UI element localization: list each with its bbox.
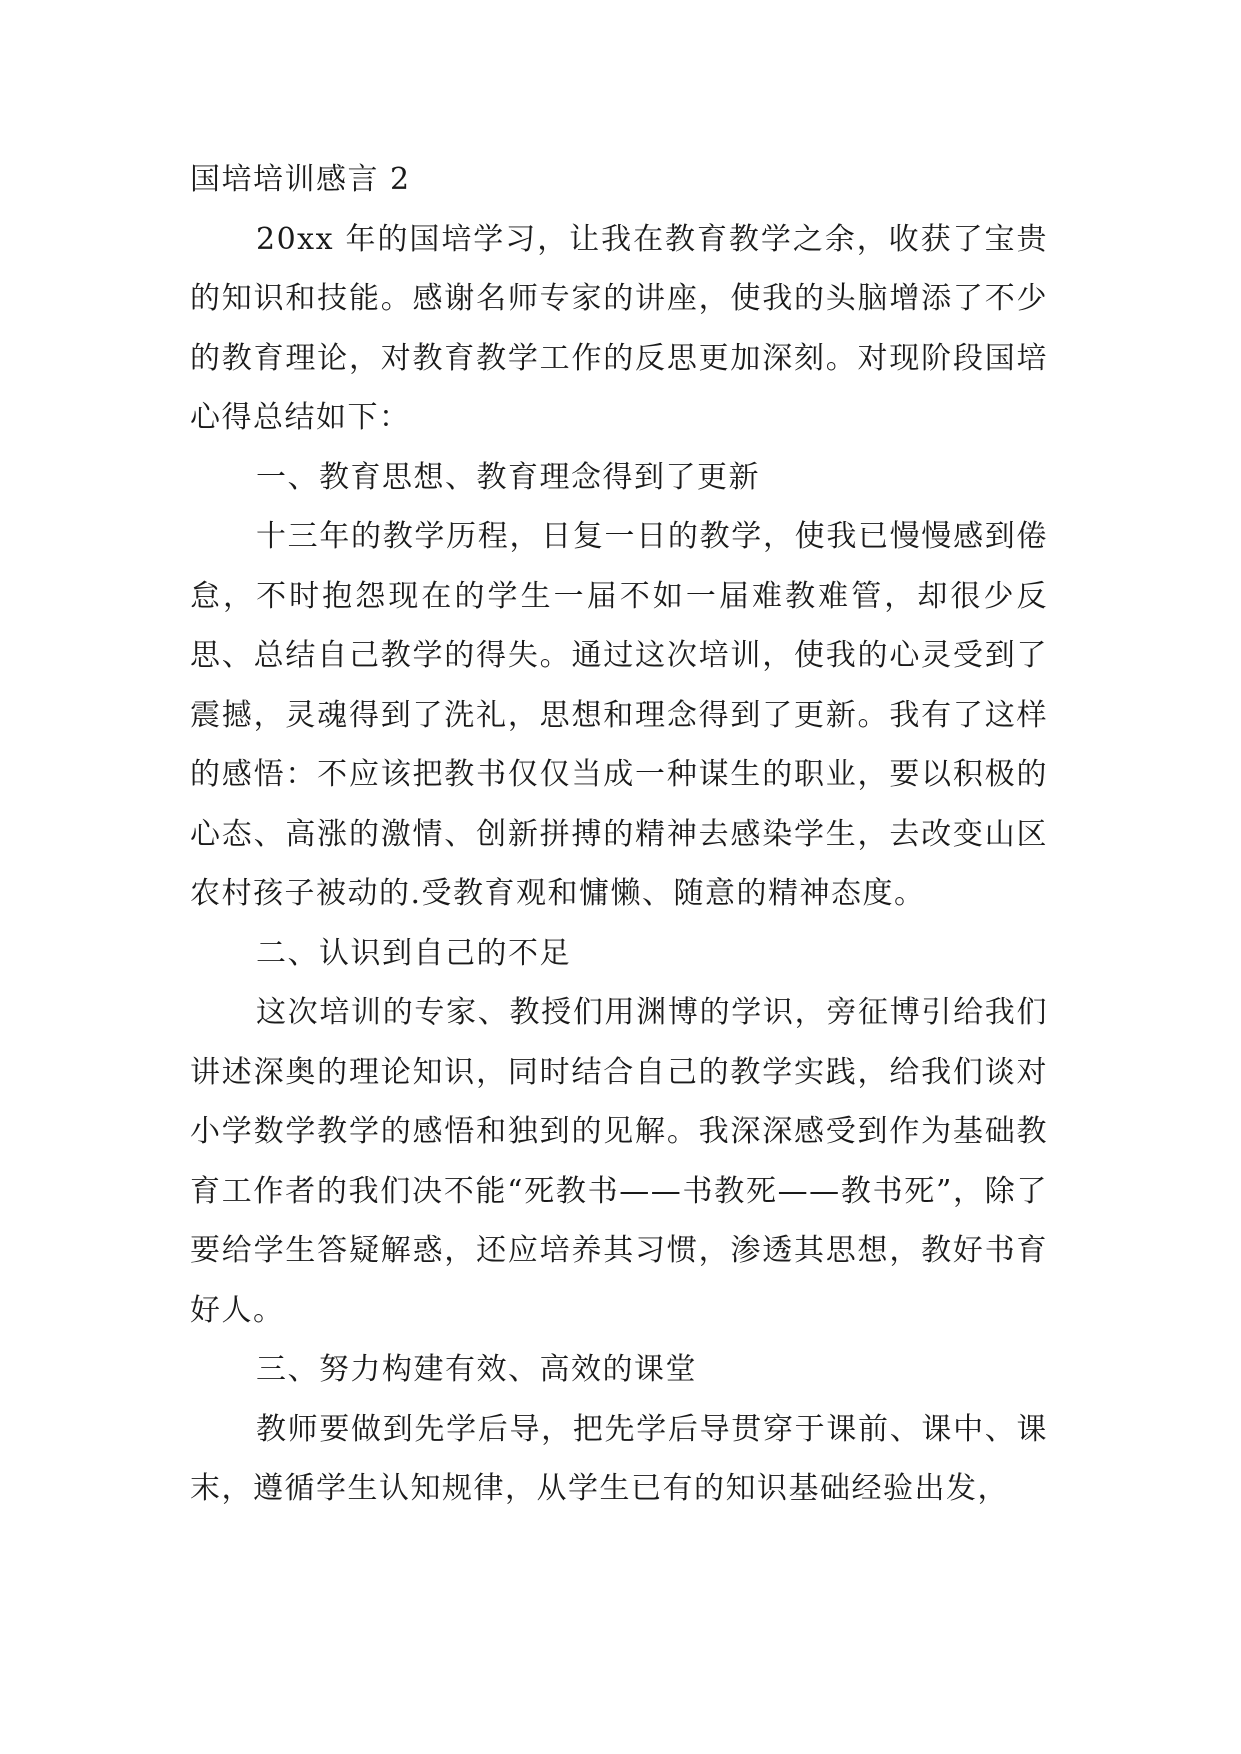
section-heading-2: 二、认识到自己的不足 xyxy=(256,935,571,971)
document-body xyxy=(190,150,1048,1519)
paragraph-intro: 20xx 年的国培学习，让我在教育教学之余，收获了宝贵的知识和技能。感谢名师专家的讲座，使我的头脑增添了不少的教育理论，对教育教学工作的反思更加深刻。对现阶段国培心得总结如下： xyxy=(190,221,1048,435)
paragraph-section-3: 教师要做到先学后导，把先学后导贯穿于课前、课中、课末，遵循学生认知规律，从学生已有的知识基础经验出发， xyxy=(190,1411,1048,1506)
paragraph-section-1: 十三年的教学历程，日复一日的教学，使我已慢慢感到倦怠，不时抱怨现在的学生一届不如一届难教难管，却很少反思、总结自己教学的得失。通过这次培训，使我的心灵受到了震撼，灵魂得到了洗礼，思想和理念得到了更新。我有了这样的感悟：不应该把教书仅仅当成一种谋生的职业，要以积极的心态、高涨的激情、创新拼搏的精神去感染学生，去改变山区农村孩子被动的.受教育观和慵懒、随意的精神态度。 xyxy=(190,519,1048,911)
section-heading-3: 三、努力构建有效、高效的课堂 xyxy=(256,1352,697,1387)
section-heading-1: 一、教育思想、教育理念得到了更新 xyxy=(256,459,760,495)
document-title: 国培培训感言 2 xyxy=(190,162,411,197)
paragraph-section-2: 这次培训的专家、教授们用渊博的学识，旁征博引给我们讲述深奥的理论知识，同时结合自己的教学实践，给我们谈对小学数学教学的感悟和独到的见解。我深深感受到作为基础教育工作者的我们决不能“死教书——书教死——教书死”，除了要给学生答疑解惑，还应培养其习惯，渗透其思想，教好书育好人。 xyxy=(190,995,1048,1328)
